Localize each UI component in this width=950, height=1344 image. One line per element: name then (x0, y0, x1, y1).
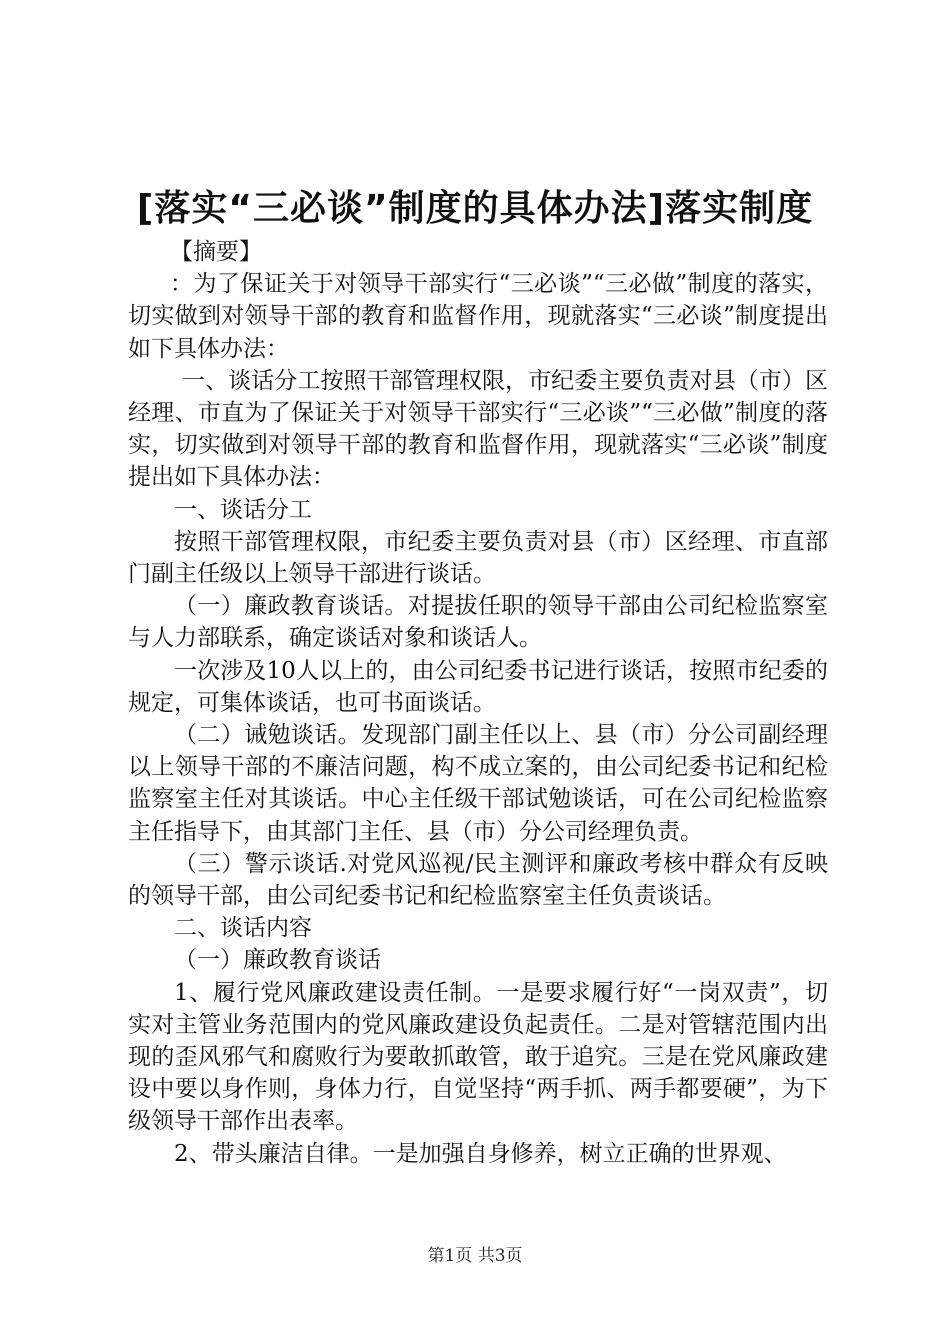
paragraph: 一次涉及10人以上的，由公司纪委书记进行谈话，按照市纪委的规定，可集体谈话，也可书面谈话。 (128, 657, 828, 716)
document-body (128, 236, 828, 1170)
page-footer: 第1页 共3页 (427, 1246, 523, 1266)
paragraph: （二）诫勉谈话。发现部门副主任以上、县（市）分公司副经理以上领导干部的不廉洁问题，构不成立案的，由公司纪委书记和纪检监察室主任对其谈话。中心主任级干部试勉谈话，可在公司纪检监察主任指导下，由其部门主任、县（市）分公司经理负责。 (128, 722, 828, 845)
paragraph: 2、带头廉洁自律。一是加强自身修养，树立正确的世界观、 (174, 1140, 787, 1167)
section-heading: 一、谈话分工 (174, 496, 312, 523)
document-title: [落实“三必谈”制度的具体办法]落实制度 (136, 188, 814, 229)
paragraph: （一）廉政教育谈话。对提拔任职的领导干部由公司纪检监察室与人力部联系，确定谈话对象和谈话人。 (128, 593, 828, 652)
paragraph: （三）警示谈话.对党风巡视/民主测评和廉政考核中群众有反映的领导干部，由公司纪委书记和纪检监察室主任负责谈话。 (128, 850, 828, 910)
paragraph: ：为了保证关于对领导干部实行“三必谈”“三必做”制度的落实，切实做到对领导干部的教育和监督作用，现就落实“三必谈”制度提出如下具体办法： (128, 271, 828, 362)
subsection-heading: （一）廉政教育谈话 (174, 947, 381, 974)
paragraph: 1、履行党风廉政建设责任制。一是要求履行好“一岗双责”，切实对主管业务范围内的党风廉政建设负起责任。二是对管辖范围内出现的歪风邪气和腐败行为要敢抓敢管，敢于追究。三是在党风廉政建设中要以身作则，身体力行，自觉坚持“两手抓、两手都要硬”，为下级领导干部作出表率。 (128, 979, 828, 1135)
paragraph: 一、谈话分工按照干部管理权限，市纪委主要负责对县（市）区经理、市直为了保证关于对领导干部实行“三必谈”“三必做”制度的落实，切实做到对领导干部的教育和监督作用，现就落实“三必谈”制度提出如下具体办法： (128, 367, 828, 491)
paragraph: 按照干部管理权限，市纪委主要负责对县（市）区经理、市直部门副主任级以上领导干部进行谈话。 (128, 528, 828, 588)
section-heading: 二、谈话内容 (174, 915, 312, 942)
summary-label: 【摘要】 (170, 239, 262, 265)
